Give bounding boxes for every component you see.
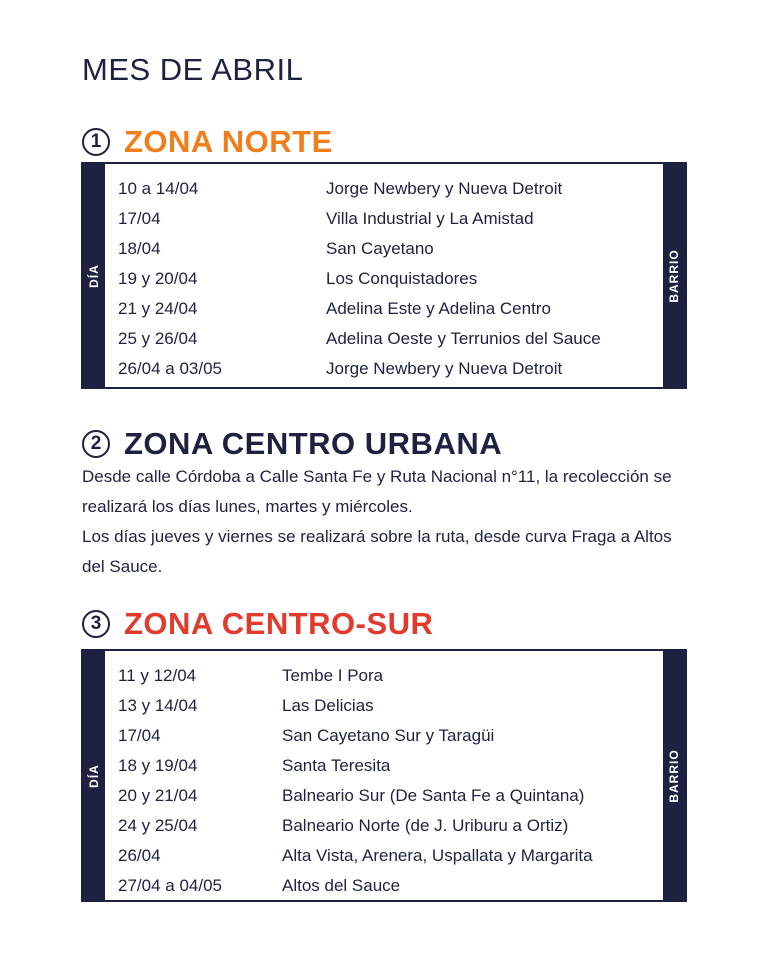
dia-side-label: DÍA xyxy=(83,164,105,387)
table-row xyxy=(105,324,663,354)
page-title: MES DE ABRIL xyxy=(82,52,304,87)
table-row xyxy=(105,871,663,901)
barrio-cell: Jorge Newbery y Nueva Detroit xyxy=(326,359,563,378)
table-row xyxy=(105,661,663,691)
dia-cell: 26/04 xyxy=(118,846,161,865)
zone-number-badge: 1 xyxy=(82,128,110,156)
zone-number-badge: 3 xyxy=(82,610,110,638)
table-row xyxy=(105,841,663,871)
zone-centro-sur-table xyxy=(81,649,687,902)
dia-cell: 26/04 a 03/05 xyxy=(118,359,222,378)
barrio-side-label: BARRIO xyxy=(663,651,685,900)
zone-title: ZONA NORTE xyxy=(124,124,333,159)
dia-cell: 18 y 19/04 xyxy=(118,756,198,775)
barrio-cell: Jorge Newbery y Nueva Detroit xyxy=(326,179,563,198)
barrio-cell: Santa Teresita xyxy=(282,756,391,775)
dia-cell: 11 y 12/04 xyxy=(118,666,197,685)
zone-centro-sur-heading xyxy=(82,606,433,642)
table-row xyxy=(105,204,663,234)
dia-side-label: DÍA xyxy=(83,651,105,900)
barrio-cell: Los Conquistadores xyxy=(326,269,478,288)
barrio-cell: Alta Vista, Arenera, Uspallata y Margarita xyxy=(282,846,593,865)
dia-cell: 21 y 24/04 xyxy=(118,299,198,318)
table-row xyxy=(105,811,663,841)
table-row xyxy=(105,781,663,811)
barrio-cell: San Cayetano xyxy=(326,239,434,258)
zone-centro-urbana-text xyxy=(82,462,692,582)
zone-centro-urbana-heading xyxy=(82,426,502,462)
zone-norte-table xyxy=(81,162,687,389)
barrio-cell: Villa Industrial y La Amistad xyxy=(326,209,534,228)
dia-cell: 19 y 20/04 xyxy=(118,269,198,288)
table-row xyxy=(105,174,663,204)
zone-title: ZONA CENTRO-SUR xyxy=(124,606,434,641)
zone-number-badge: 2 xyxy=(82,430,110,458)
dia-cell: 13 y 14/04 xyxy=(118,696,198,715)
zone-norte-heading xyxy=(82,124,333,160)
table-row xyxy=(105,234,663,264)
table-rows xyxy=(105,651,663,900)
barrio-cell: San Cayetano Sur y Taragüi xyxy=(282,726,495,745)
table-row xyxy=(105,691,663,721)
barrio-cell: Tembe I Pora xyxy=(282,666,384,685)
dia-cell: 20 y 21/04 xyxy=(118,786,198,805)
dia-cell: 25 y 26/04 xyxy=(118,329,198,348)
table-row xyxy=(105,751,663,781)
table-row xyxy=(105,721,663,751)
dia-cell: 18/04 xyxy=(118,239,161,258)
paragraph: Los días jueves y viernes se realizará sobre la ruta, desde curva Fraga a Altos del Sauce. xyxy=(82,527,672,576)
dia-cell: 17/04 xyxy=(118,209,161,228)
table-row xyxy=(105,354,663,384)
dia-cell: 27/04 a 04/05 xyxy=(118,876,222,895)
table-rows xyxy=(105,164,663,387)
zone-title: ZONA CENTRO URBANA xyxy=(124,426,503,461)
barrio-cell: Balneario Norte (de J. Uriburu a Ortiz) xyxy=(282,816,569,835)
dia-cell: 10 a 14/04 xyxy=(118,179,199,198)
table-row xyxy=(105,294,663,324)
barrio-cell: Altos del Sauce xyxy=(282,876,401,895)
barrio-cell: Adelina Oeste y Terrunios del Sauce xyxy=(326,329,601,348)
barrio-side-label: BARRIO xyxy=(663,164,685,387)
dia-cell: 17/04 xyxy=(118,726,161,745)
table-row xyxy=(105,264,663,294)
dia-cell: 24 y 25/04 xyxy=(118,816,198,835)
barrio-cell: Adelina Este y Adelina Centro xyxy=(326,299,551,318)
barrio-cell: Balneario Sur (De Santa Fe a Quintana) xyxy=(282,786,585,805)
paragraph: Desde calle Córdoba a Calle Santa Fe y Ruta Nacional n°11, la recolección se realizará los días lunes, martes y miércoles. xyxy=(82,467,672,516)
barrio-cell: Las Delicias xyxy=(282,696,374,715)
